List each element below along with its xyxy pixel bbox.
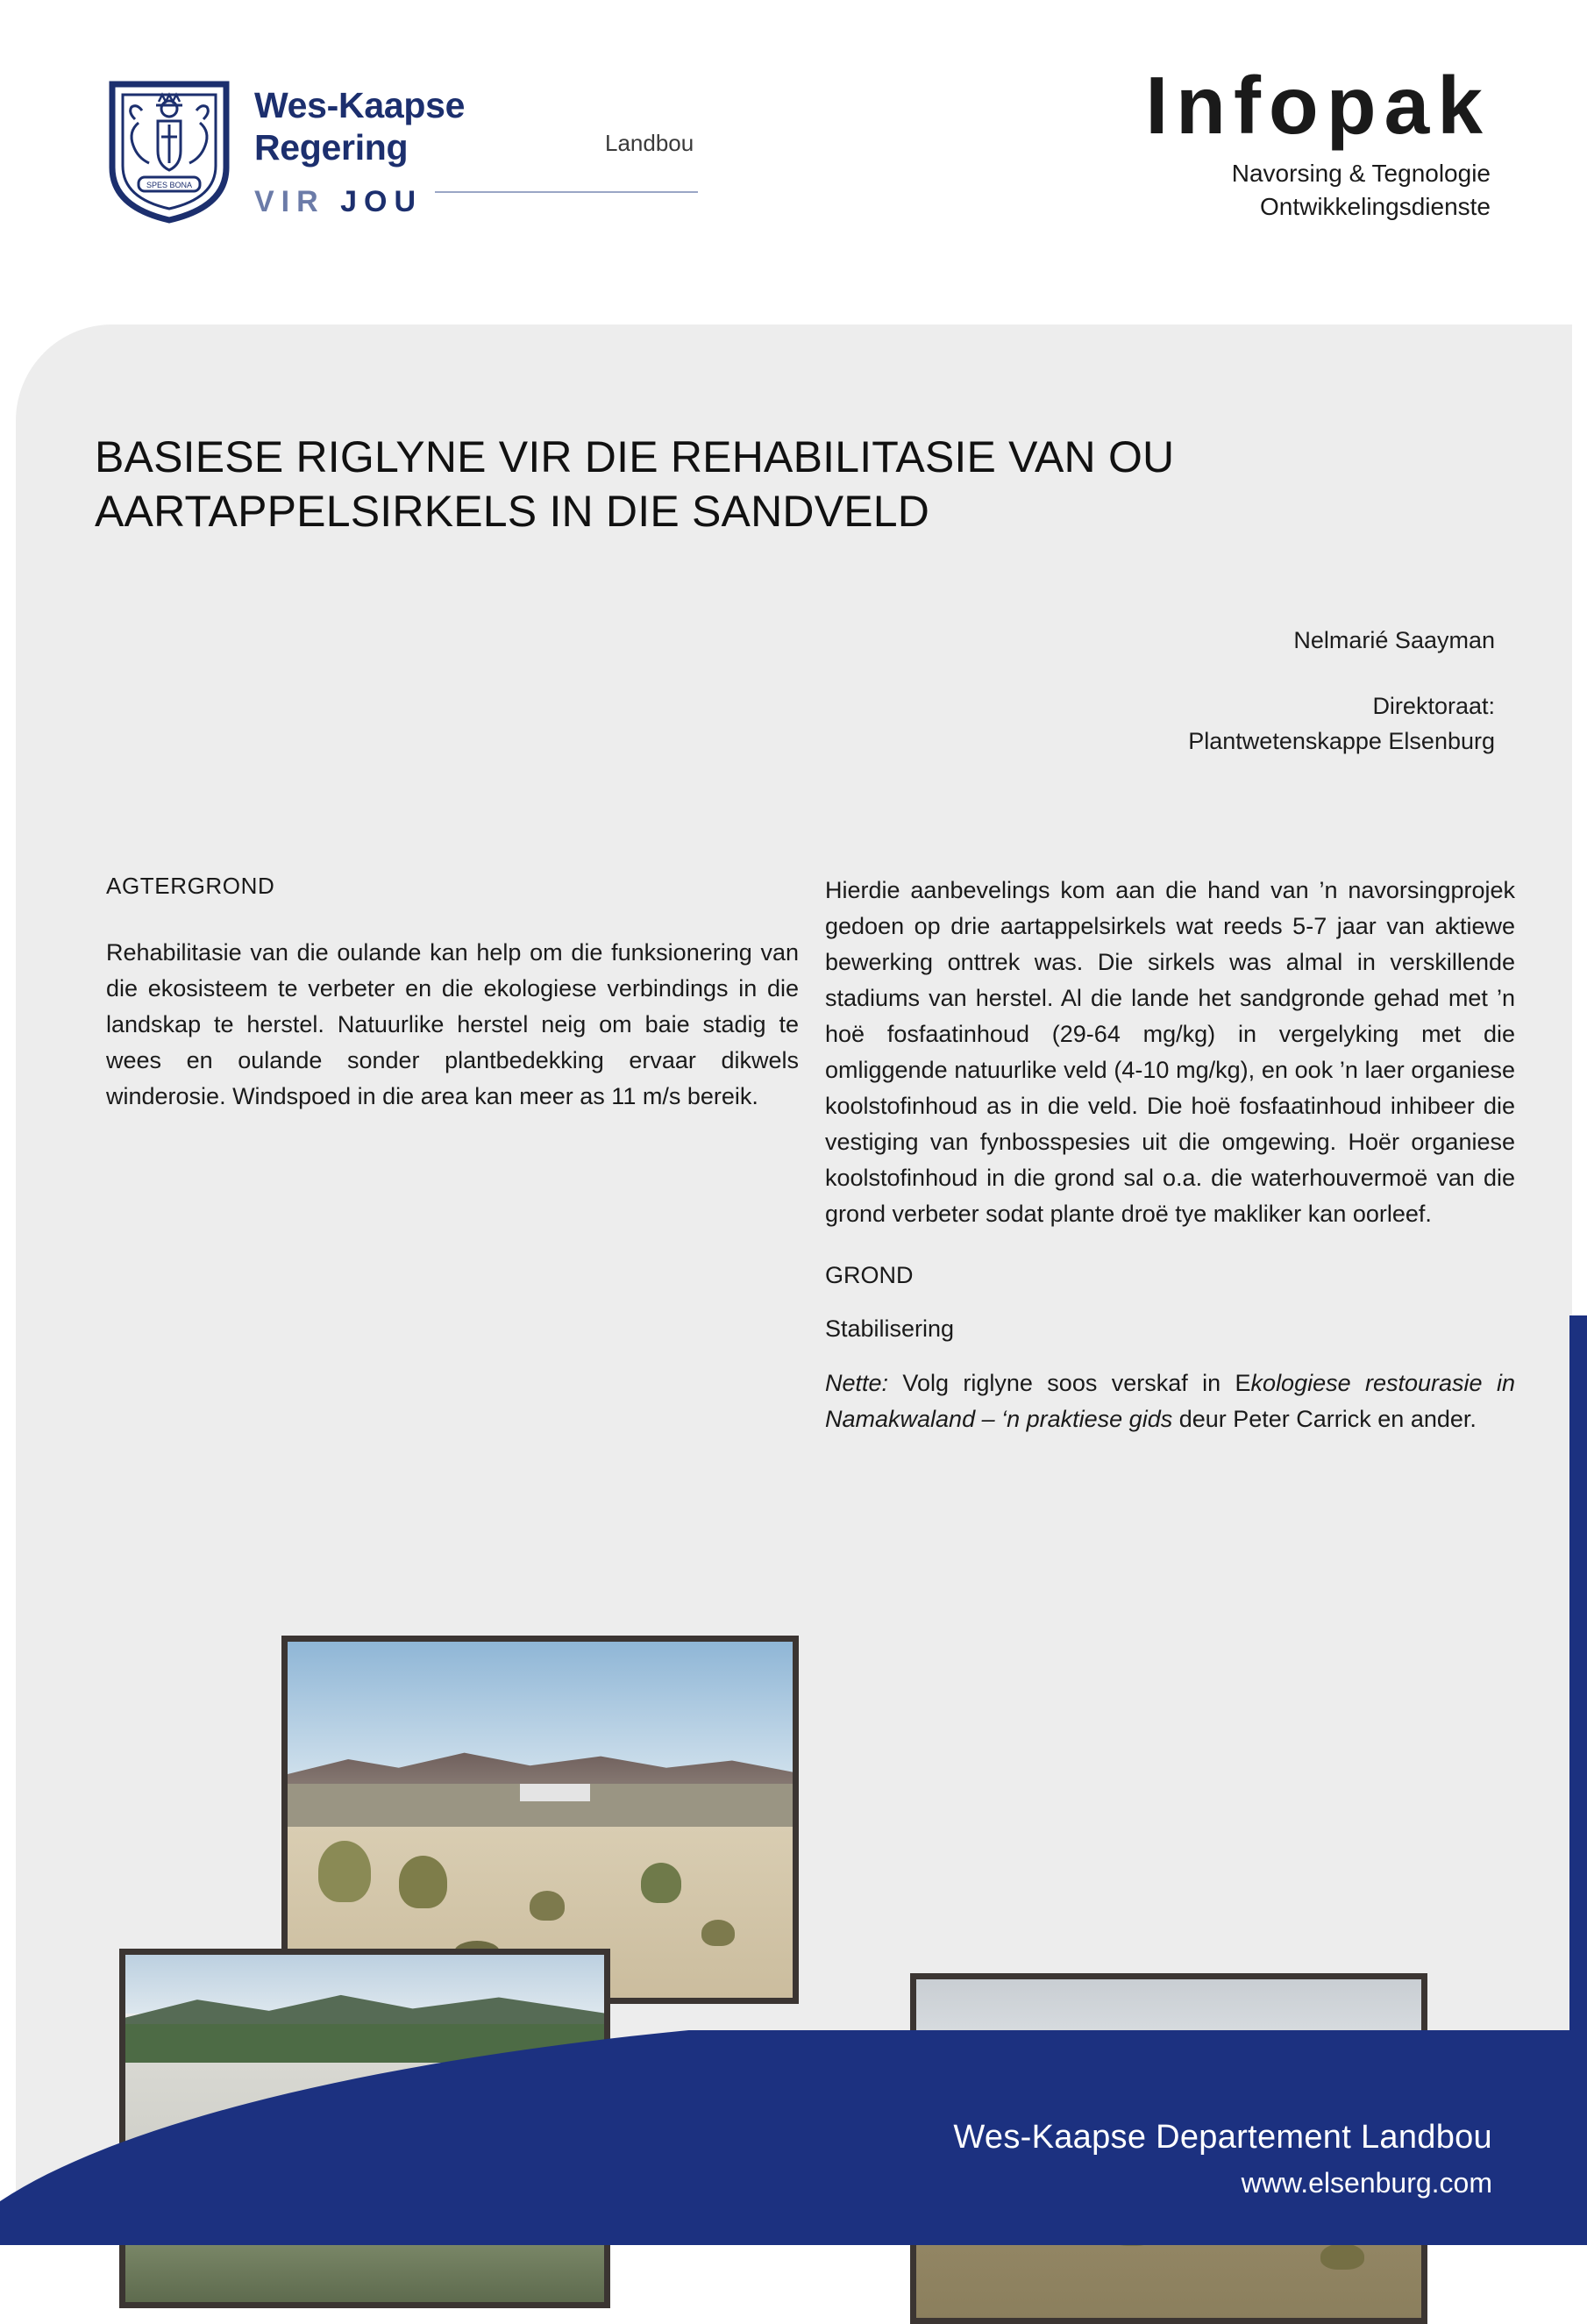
slogan-jou: JOU (340, 184, 423, 218)
slogan-vir: VIR (254, 184, 325, 218)
footer-website-link[interactable]: www.elsenburg.com (1241, 2167, 1492, 2199)
section-heading-agtergrond: AGTERGROND (106, 873, 275, 899)
infopak-subtitle (1145, 157, 1491, 224)
nette-text-2: deur Peter Carrick en ander. (1172, 1406, 1477, 1433)
infopak-subtitle-line-2: Ontwikkelingsdienste (1259, 192, 1491, 220)
landbou-label: Landbou (605, 130, 694, 156)
subheading-stabilisering: Stabilisering (825, 1315, 955, 1343)
column-left (106, 873, 799, 1137)
directorate-line-1: Direktoraat: (1372, 692, 1495, 719)
byline (1188, 623, 1495, 759)
org-line-2: Regering (254, 127, 409, 168)
infopak-subtitle-line-1: Navorsing & Tegnologie (1231, 160, 1491, 187)
paragraph-agtergrond: Rehabilitasie van die oulande kan help om die funksionering van die ekosisteem te verbeter en die ekologiese verbindings in die landskap te herstel. Natuurlike herstel neig om baie stadig te wees en oulande sonder plantbedekking ervaar dikwels winderosie. Windspoed in die area kan meer as 11 m/s bereik. (106, 939, 799, 1110)
infopak-title: Infopak (1145, 60, 1491, 151)
nette-citation: kologiese restourasie in Namakwaland – ‘n praktiese gids (825, 1370, 1515, 1433)
divider-rule (435, 191, 698, 193)
column-right (825, 873, 1515, 1460)
directorate-line-2: Plantwetenskappe Elsenburg (1188, 728, 1495, 754)
nette-label: Nette: (825, 1370, 889, 1397)
page-footer (0, 2030, 1587, 2245)
page-header (0, 0, 1587, 324)
author-name: Nelmarié Saayman (1293, 627, 1495, 653)
coat-of-arms-icon (103, 75, 235, 225)
paragraph-aanbevelings: Hierdie aanbevelings kom aan die hand van ’n navorsingprojek gedoen op drie aartappelsirkels wat reeds 5-7 jaar van aktiewe bewerking onttrek was. Die sirkels was almal in verskillende stadiums van herstel. Al die lande het sandgronde gehad met ’n hoë fosfaatinhoud (29-64 mg/kg) in vergelyking met die omliggende natuurlike veld (4-10 mg/kg), en ook ’n laer organiese koolstofinhoud as in die veld. Die hoë fosfaatinhoud inhibeer die vestiging van fynbosspesies uit die omgewing. Hoër organiese koolstofinhoud in die grond sal o.a. die waterhouvermoë van die grond verbeter sodat plante droë tye makliker kan oorleef. (825, 877, 1515, 1228)
section-heading-grond: GROND (825, 1262, 914, 1289)
infopak-masthead (1145, 60, 1491, 224)
svg-text:SPES BONA: SPES BONA (146, 181, 193, 189)
content-panel (16, 324, 1572, 2192)
blue-side-edge (1569, 1315, 1587, 2087)
page-title: BASIESE RIGLYNE VIR DIE REHABILITASIE VAN OU AARTAPPELSIRKELS IN DIE SANDVELD (95, 432, 1175, 536)
slogan (254, 185, 423, 219)
nette-text-1: Volg riglyne soos verskaf in E (888, 1370, 1251, 1397)
footer-content (953, 2119, 1492, 2199)
paragraph-nette (825, 1365, 1515, 1437)
org-line-1: Wes-Kaapse (254, 85, 466, 125)
footer-department: Wes-Kaapse Departement Landbou (953, 2119, 1492, 2156)
